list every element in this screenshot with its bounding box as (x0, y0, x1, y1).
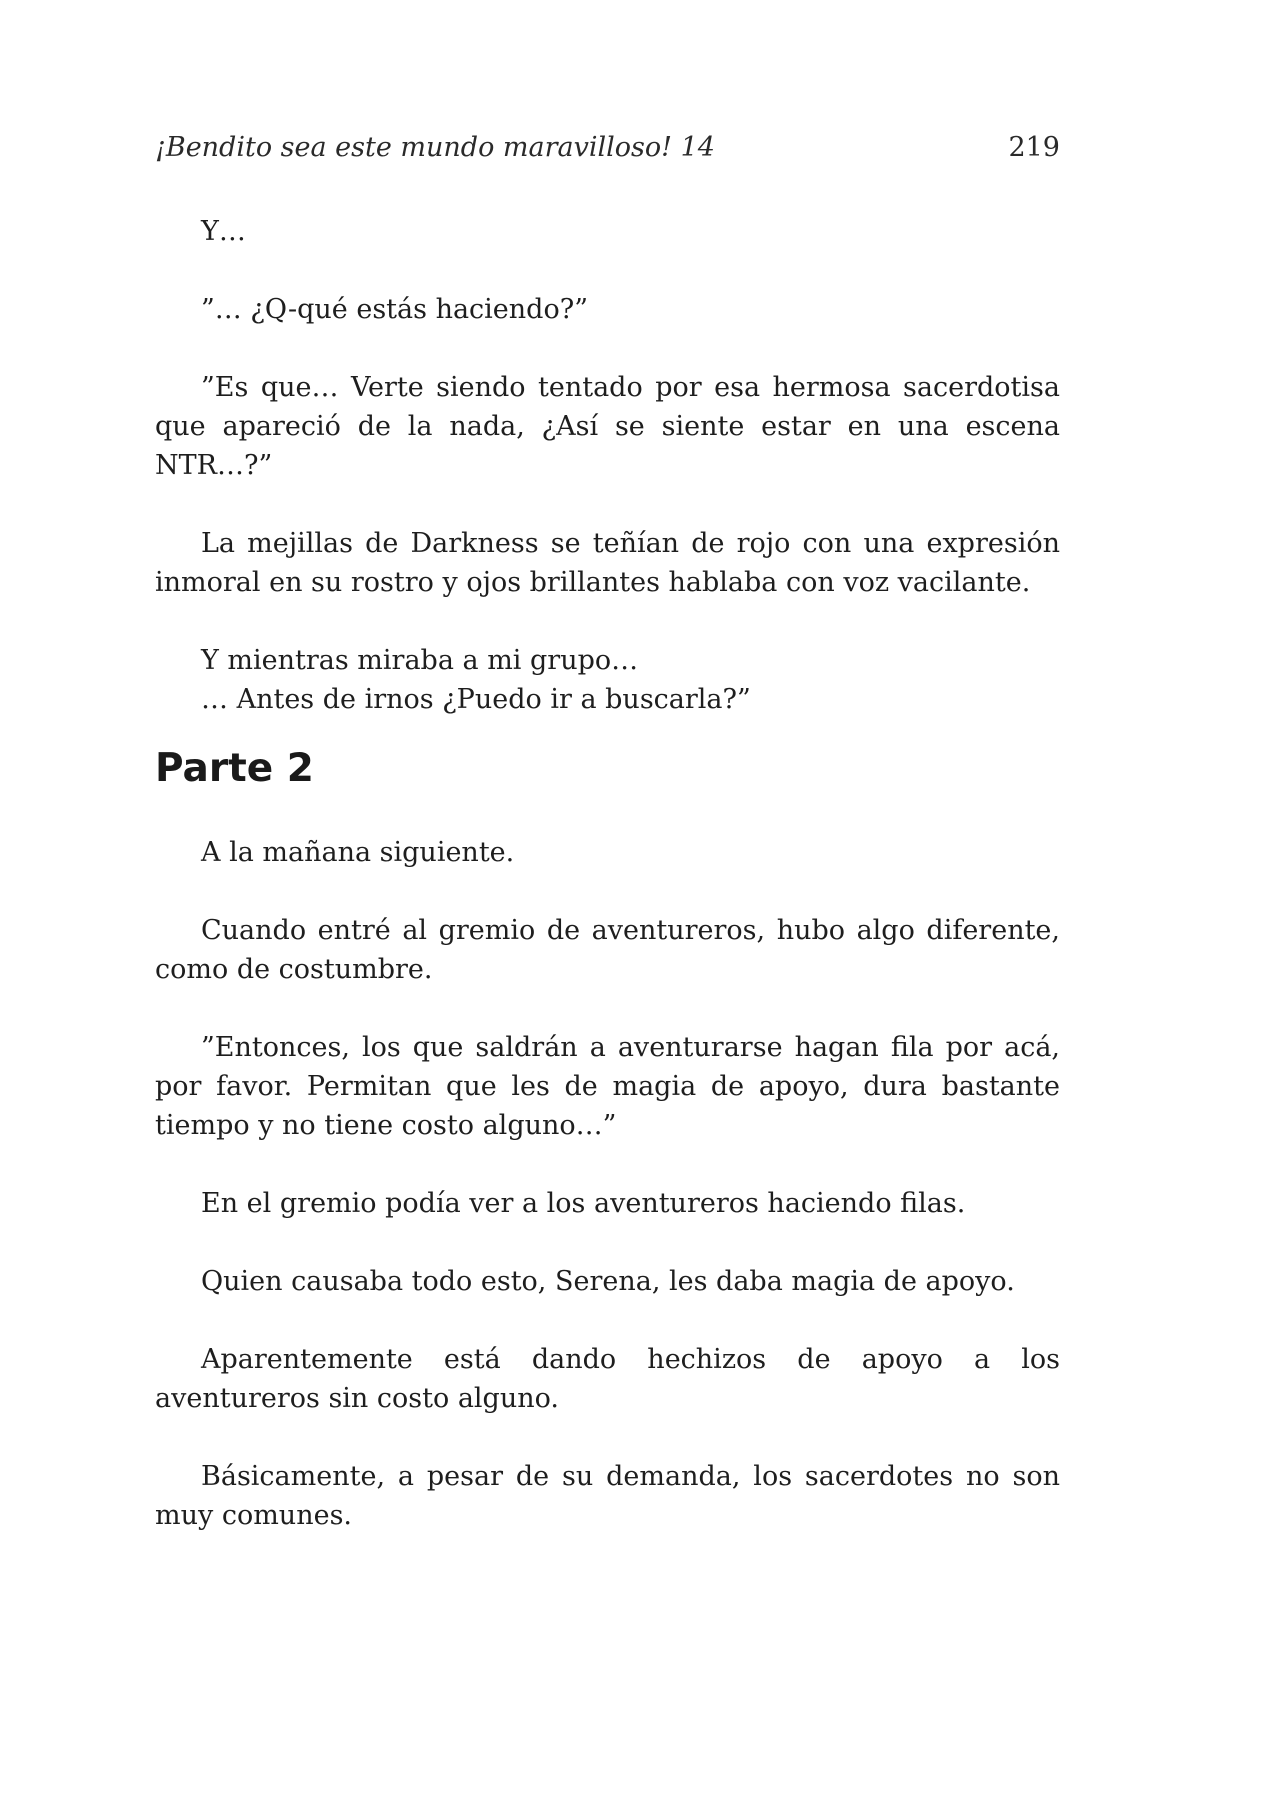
book-page (155, 128, 1060, 1574)
running-header (155, 128, 1060, 168)
paragraph: Básicamente, a pesar de su demanda, los sacerdotes no son muy comunes. (155, 1461, 1060, 1531)
paragraph: Aparentemente está dando hechizos de apoyo a los aventureros sin costo alguno. (155, 1344, 1060, 1414)
paragraph: Cuando entré al gremio de aventureros, hubo algo diferente, como de costumbre. (155, 915, 1060, 985)
section-heading: Parte 2 (155, 746, 314, 791)
page-number: 219 (1008, 132, 1060, 163)
book-title: ¡Bendito sea este mundo maravilloso! 14 (155, 132, 715, 163)
paragraph: Quien causaba todo esto, Serena, les daba magia de apoyo. (201, 1266, 1015, 1297)
paragraph: ”Es que… Verte siendo tentado por esa hermosa sacerdotisa que apareció de la nada, ¿Así se siente estar en una escena NTR…?” (155, 372, 1060, 481)
paragraph: En el gremio podía ver a los aventureros haciendo filas. (201, 1188, 966, 1219)
paragraph: … Antes de irnos ¿Puedo ir a buscarla?” (201, 684, 751, 715)
paragraph: Y… (201, 216, 246, 247)
paragraph: ”… ¿Q-qué estás haciendo?” (201, 294, 588, 325)
paragraph: ”Entonces, los que saldrán a aventurarse hagan fila por acá, por favor. Permitan que les de magia de apoyo, dura bastante tiempo y no tiene costo alguno…” (155, 1032, 1060, 1141)
paragraph: A la mañana siguiente. (201, 837, 515, 868)
paragraph: Y mientras miraba a mi grupo… (201, 645, 639, 676)
paragraph: La mejillas de Darkness se teñían de rojo con una expresión inmoral en su rostro y ojos brillantes hablaba con voz vacilante. (155, 528, 1060, 598)
page-body (155, 212, 1060, 1535)
